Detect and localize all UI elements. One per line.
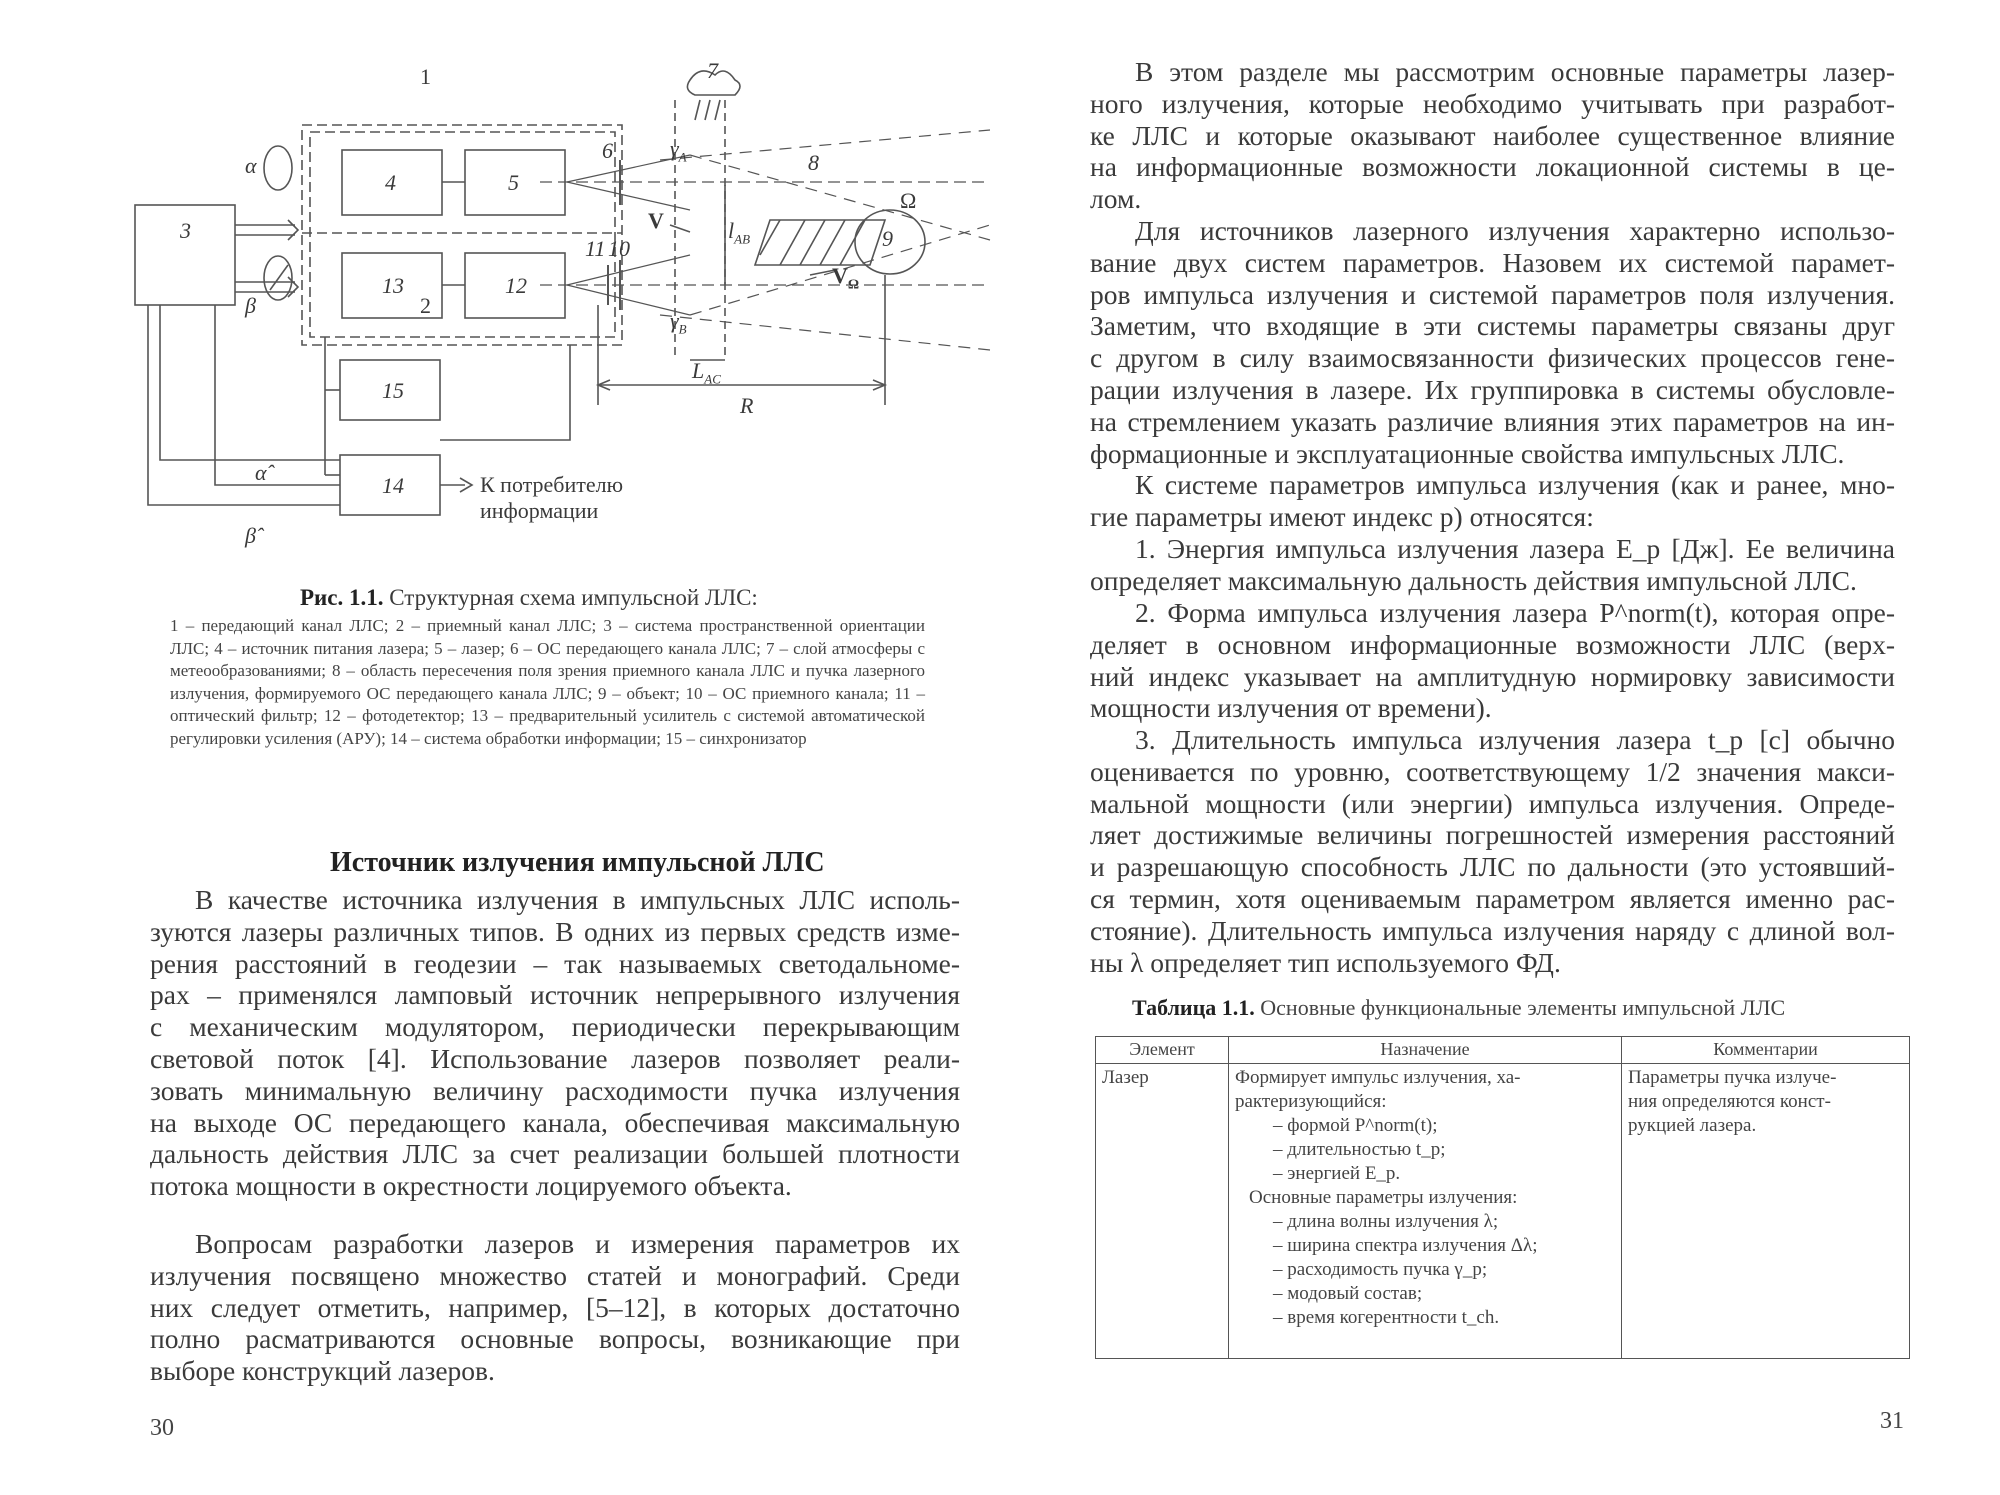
- text-line: потока мощности в окрестности лоцируемого объекта.: [150, 1170, 792, 1202]
- label-alpha: α: [245, 153, 257, 178]
- text-line: ного излучения, которые необходимо учитывать при разработ-: [1090, 87, 1895, 119]
- figure-caption-text: Структурная схема импульсной ЛЛС:: [383, 585, 758, 610]
- functional-elements-table: [1095, 1036, 1910, 1359]
- figure-caption-title: [300, 585, 758, 611]
- text-line: ний индекс указывает на амплитудную нормировку зависимости: [1090, 660, 1895, 692]
- label-r: R: [740, 393, 754, 418]
- table-text-line: – ширина спектра излучения Δλ;: [1273, 1235, 1538, 1256]
- left-paragraph-2: [150, 1228, 960, 1387]
- text-line: зуются лазеры различных типов. В одних из первых средств изме-: [150, 915, 960, 947]
- text-line: оценивается по уровню, соответствующему 1/2 значения макси-: [1090, 755, 1895, 787]
- text-line: выборе конструкций лазеров.: [150, 1355, 495, 1387]
- label-l-ab-sub: AB: [734, 231, 751, 247]
- figure-caption-body: 1 – передающий канал ЛЛС; 2 – приемный канал ЛЛС; 3 – система пространственной ориентации ЛЛС; 4 – источник питания лазера; 5 – лазер; 6 – ОС передающего канала ЛЛС; 7 – слой атмосферы с метеообразованиями; 8 – область пересечения поля зрения приемного канала ЛЛС и пучка лазерного излучения, формируемого ОС передающего канала ЛЛС; 9 – объект; 10 – ОС приемного канала; 11 – оптический фильтр; 12 – фотодетектор; 13 – предварительный усилитель с системой автоматической регулировки усиления (АРУ); 14 – система обработки информации; 15 – синхронизатор: [170, 616, 925, 748]
- channel-frame: [302, 125, 622, 345]
- table-text-line: Формирует импульс излучения, ха-: [1235, 1067, 1521, 1088]
- text-line: на стремлением указать различие влияния этих параметров на ин-: [1090, 405, 1895, 437]
- page-number-left: 30: [150, 1415, 174, 1441]
- text-line: рения расстояний в геодезии – так называемых светодальноме-: [150, 947, 960, 979]
- table-text-line: Параметры пучка излуче-: [1628, 1067, 1837, 1088]
- text-line: К системе параметров импульса излучения (как и ранее, мно-: [1135, 469, 1895, 500]
- label-gamma-a-sub: A: [678, 149, 687, 165]
- label-4: 4: [385, 170, 396, 195]
- text-line: 2. Форма импульса излучения лазера P^norm(t), которая опре-: [1135, 597, 1895, 628]
- text-line: определяет максимальную дальность действия импульсной ЛЛС.: [1090, 564, 1857, 596]
- table-header-comments: Комментарии: [1622, 1037, 1910, 1064]
- text-line: В качестве источника излучения в импульсных ЛЛС исполь-: [195, 884, 960, 915]
- left-paragraph-1: [150, 884, 960, 1202]
- text-line: них следует отметить, например, [5–12], в которых достаточно: [150, 1291, 960, 1323]
- table-title: [1132, 995, 1785, 1021]
- label-11: 11: [585, 236, 606, 261]
- text-line: 3. Длительность импульса излучения лазера t_p [с] обычно: [1135, 724, 1895, 755]
- text-line: и разрешающую способность ЛЛС по дальности (это устоявший-: [1090, 851, 1895, 883]
- right-paragraph-3: [1090, 469, 1895, 533]
- label-3: 3: [180, 218, 191, 243]
- text-line: зовать минимальную величину расходимости пучка излучения: [150, 1074, 960, 1106]
- table-text-line: рукцией лазера.: [1628, 1115, 1757, 1136]
- label-2: 2: [420, 293, 431, 318]
- label-gamma-b-sub: B: [678, 321, 687, 337]
- table-row: [1096, 1064, 1910, 1359]
- label-gamma-b: $\gamma_B$: [670, 308, 687, 337]
- table-text-line: – энергией E_p.: [1273, 1163, 1401, 1184]
- table-text-line: – формой P^norm(t);: [1273, 1115, 1438, 1136]
- section-title: Источник излучения импульсной ЛЛС: [330, 847, 825, 878]
- right-item-2: [1090, 597, 1895, 724]
- label-alpha-hat: α̂: [255, 460, 267, 485]
- text-line: деляет в основном информационные возможности ЛЛС (верх-: [1090, 628, 1895, 660]
- text-line: ке ЛЛС и которые оказывают наиболее существенное влияние: [1090, 119, 1895, 151]
- right-item-3: [1090, 724, 1895, 978]
- label-8: 8: [808, 150, 819, 175]
- text-line: мощности излучения от времени).: [1090, 692, 1492, 724]
- label-13: 13: [382, 273, 404, 298]
- text-line: Заметим, что входящие в эти системы параметры связаны друг: [1090, 310, 1895, 342]
- table-text-line: – время когерентности t_ch.: [1273, 1307, 1500, 1328]
- text-line: с механическим модулятором, периодически перекрывающим: [150, 1011, 960, 1043]
- label-v-omega: $V_\Omega$: [832, 263, 860, 293]
- label-6: 6: [602, 138, 613, 163]
- label-consumer: К потребителю информации: [480, 472, 624, 523]
- table-header-purpose: Назначение: [1229, 1037, 1622, 1064]
- label-omega: Ω: [900, 188, 917, 213]
- text-line: световой поток [4]. Использование лазеров позволяет реали-: [150, 1042, 960, 1074]
- text-line: стояние). Длительность импульса излучения наряду с длиной вол-: [1090, 914, 1895, 946]
- table-text-line: ния определяются конст-: [1628, 1091, 1831, 1112]
- page-number-right: 31: [1880, 1408, 1904, 1434]
- label-14: 14: [382, 473, 404, 498]
- text-line: вание двух систем параметров. Назовем их системой парамет-: [1090, 246, 1895, 278]
- text-line: формационные и эксплуатационные свойства импульсных ЛЛС.: [1090, 437, 1845, 469]
- label-7: 7: [707, 58, 718, 83]
- figure-caption-number: Рис. 1.1.: [300, 585, 384, 610]
- channel-frame-inner: [310, 132, 615, 337]
- right-item-1: [1090, 533, 1895, 597]
- text-line: гие параметры имеют индекс p) относятся:: [1090, 500, 1594, 532]
- text-line: излучения посвящено множество статей и монографий. Среди: [150, 1259, 960, 1291]
- text-line: рах – применялся ламповый источник непрерывного излучения: [150, 979, 960, 1011]
- text-line: рации излучения в лазере. Их группировка в системы обусловле-: [1090, 373, 1895, 405]
- label-12: 12: [505, 273, 527, 298]
- label-l-ac-sub: AC: [704, 371, 721, 387]
- table-cell-element: Лазер: [1096, 1064, 1229, 1359]
- text-line: 1. Энергия импульса излучения лазера E_p [Дж]. Ее величина: [1135, 533, 1895, 564]
- table-text-line: – модовый состав;: [1273, 1283, 1423, 1304]
- label-l-ac: $L_{AC}$: [692, 358, 721, 387]
- label-5: 5: [508, 170, 519, 195]
- label-gamma-a: $\gamma_A$: [670, 136, 687, 165]
- text-line: ров импульса излучения и системой параметров поля излучения.: [1090, 278, 1895, 310]
- label-l-ab: $l_{AB}$: [728, 218, 751, 247]
- table-title-number: Таблица 1.1.: [1132, 995, 1255, 1020]
- text-line: дальность действия ЛЛС за счет реализации большей плотности: [150, 1138, 960, 1170]
- text-line: мальной мощности (или энергии) импульса излучения. Опреде-: [1090, 787, 1895, 819]
- text-line: Вопросам разработки лазеров и измерения параметров их: [195, 1228, 960, 1259]
- text-line: ляет достижимые величины погрешностей измерения расстояний: [1090, 819, 1895, 851]
- label-9: 9: [882, 226, 893, 251]
- text-line: лом.: [1090, 183, 1142, 215]
- table-header-row: [1096, 1037, 1910, 1064]
- table-title-text: Основные функциональные элементы импульсной ЛЛС: [1254, 995, 1786, 1020]
- label-v-omega-sub: Ω: [847, 277, 860, 293]
- table-text-line: рактеризующийся:: [1235, 1091, 1387, 1112]
- text-line: с другом в силу взаимосвязанности физических процессов гене-: [1090, 342, 1895, 374]
- text-line: на информационные возможности локационной системы в це-: [1090, 151, 1895, 183]
- text-line: ны λ определяет тип используемого ФД.: [1090, 946, 1561, 978]
- text-line: В этом разделе мы рассмотрим основные параметры лазер-: [1135, 56, 1895, 87]
- table-cell-comments: [1622, 1064, 1910, 1359]
- label-beta: β: [245, 293, 256, 318]
- label-1: 1: [420, 64, 431, 89]
- label-v: V: [648, 208, 664, 233]
- table-text-line: – длительностью t_p;: [1273, 1139, 1446, 1160]
- right-paragraph-1: [1090, 56, 1895, 215]
- label-beta-hat: β̂: [245, 523, 256, 548]
- table-header-element: Элемент: [1096, 1037, 1229, 1064]
- figure-1-1-block-diagram: [130, 60, 1000, 560]
- table-cell-purpose: [1229, 1064, 1622, 1359]
- table-text-line: – длина волны излучения λ;: [1273, 1211, 1499, 1232]
- label-15: 15: [382, 378, 404, 403]
- text-line: полно расматриваются основные вопросы, возникающие при: [150, 1323, 960, 1355]
- text-line: на выходе ОС передающего канала, обеспечивая максимальную: [150, 1106, 960, 1138]
- table-text-line: – расходимость пучка γ_p;: [1273, 1259, 1488, 1280]
- text-line: Для источников лазерного излучения характерно использо-: [1135, 215, 1895, 246]
- table-text-line: Основные параметры излучения:: [1249, 1187, 1518, 1208]
- right-paragraph-2: [1090, 215, 1895, 469]
- label-10: 10: [608, 236, 630, 261]
- text-line: ся термин, хотя оцениваемым параметром является именно рас-: [1090, 882, 1895, 914]
